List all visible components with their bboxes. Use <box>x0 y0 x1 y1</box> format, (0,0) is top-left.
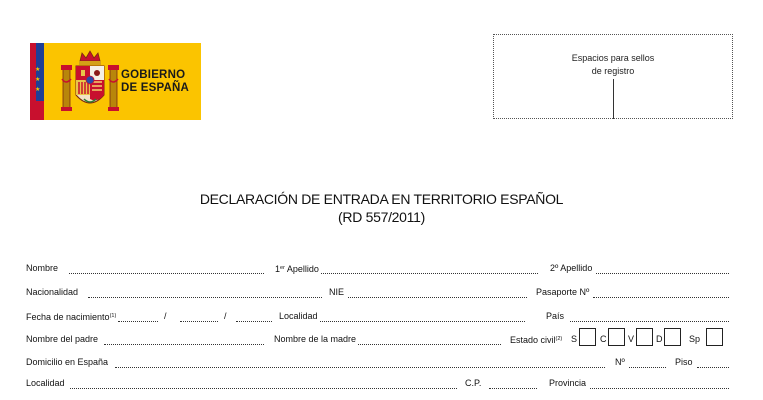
label-localidad-nacimiento: Localidad <box>279 311 318 321</box>
title-line1: DECLARACIÓN DE ENTRADA EN TERRITORIO ESPAÑOL <box>199 191 564 207</box>
registration-stamp-area <box>493 34 733 119</box>
field-cp[interactable] <box>489 388 537 389</box>
date-separator: / <box>164 311 167 321</box>
label-fecha-nacimiento: Fecha de nacimiento$^{(1)}$ <box>26 312 117 322</box>
field-fecha-dia[interactable] <box>118 321 158 322</box>
field-fecha-anio[interactable] <box>236 321 272 322</box>
label-piso: Piso <box>675 357 693 367</box>
label-numero: Nº <box>615 357 625 367</box>
label-nombre-padre: Nombre del padre <box>26 334 99 344</box>
gobierno-de-espana-logo <box>30 43 201 120</box>
stamp-label-line2: de registro <box>591 66 635 76</box>
option-label-casado: C <box>600 334 607 344</box>
flag-stripe-red-bottom <box>30 101 44 120</box>
option-label-viudo: V <box>628 334 635 344</box>
field-pais[interactable] <box>570 321 729 322</box>
checkbox-viudo[interactable] <box>636 328 653 346</box>
field-nombre[interactable] <box>69 273 264 274</box>
label-domicilio: Domicilio en España <box>26 357 109 367</box>
field-provincia[interactable] <box>590 388 729 389</box>
logo-text-line2: DE ESPAÑA <box>121 82 190 94</box>
label-estado-civil: Estado civil$^{(2)}$ <box>510 335 563 345</box>
label-localidad-domicilio: Localidad <box>26 378 65 388</box>
title-line2: (RD 557/2011) <box>338 209 425 225</box>
stamp-label-line1: Espacios para sellos <box>571 53 655 63</box>
label-provincia: Provincia <box>549 378 587 388</box>
coat-of-arms-icon <box>60 49 130 117</box>
field-nie[interactable] <box>348 297 527 298</box>
label-primer-apellido: 1er Apellido <box>275 264 319 274</box>
label-nombre-madre: Nombre de la madre <box>274 334 357 344</box>
label-pais: País <box>546 311 565 321</box>
checkbox-casado[interactable] <box>608 328 625 346</box>
label-pasaporte: Pasaporte Nº <box>536 287 590 297</box>
option-label-separado: Sp <box>689 334 701 344</box>
checkbox-soltero[interactable] <box>579 328 596 346</box>
field-localidad-domicilio[interactable] <box>70 388 457 389</box>
field-nacionalidad[interactable] <box>88 297 322 298</box>
label-segundo-apellido: 2º Apellido <box>550 263 593 273</box>
label-nie: NIE <box>329 287 345 297</box>
date-separator: / <box>224 311 227 321</box>
stamp-area-label <box>494 52 732 78</box>
logo-text <box>121 69 189 95</box>
label-nombre: Nombre <box>26 263 59 273</box>
stamp-divider <box>613 79 614 119</box>
field-fecha-mes[interactable] <box>180 321 218 322</box>
field-primer-apellido[interactable] <box>321 273 538 274</box>
field-domicilio[interactable] <box>115 367 605 368</box>
checkbox-separado[interactable] <box>706 328 723 346</box>
eu-star-icon: ★ <box>35 67 41 73</box>
field-piso[interactable] <box>697 367 729 368</box>
field-segundo-apellido[interactable] <box>596 273 729 274</box>
label-nacionalidad: Nacionalidad <box>26 287 79 297</box>
field-localidad-nacimiento[interactable] <box>320 321 525 322</box>
field-pasaporte[interactable] <box>593 297 729 298</box>
label-cp: C.P. <box>465 378 482 388</box>
field-nombre-padre[interactable] <box>104 344 264 345</box>
document-title <box>0 190 763 226</box>
eu-star-icon: ★ <box>35 77 41 83</box>
option-label-soltero: S <box>571 334 578 344</box>
logo-text-line1: GOBIERNO <box>121 69 186 81</box>
field-numero[interactable] <box>629 367 666 368</box>
option-label-divorciado: D <box>656 334 663 344</box>
field-nombre-madre[interactable] <box>358 344 501 345</box>
eu-star-icon: ★ <box>35 87 41 93</box>
checkbox-divorciado[interactable] <box>664 328 681 346</box>
